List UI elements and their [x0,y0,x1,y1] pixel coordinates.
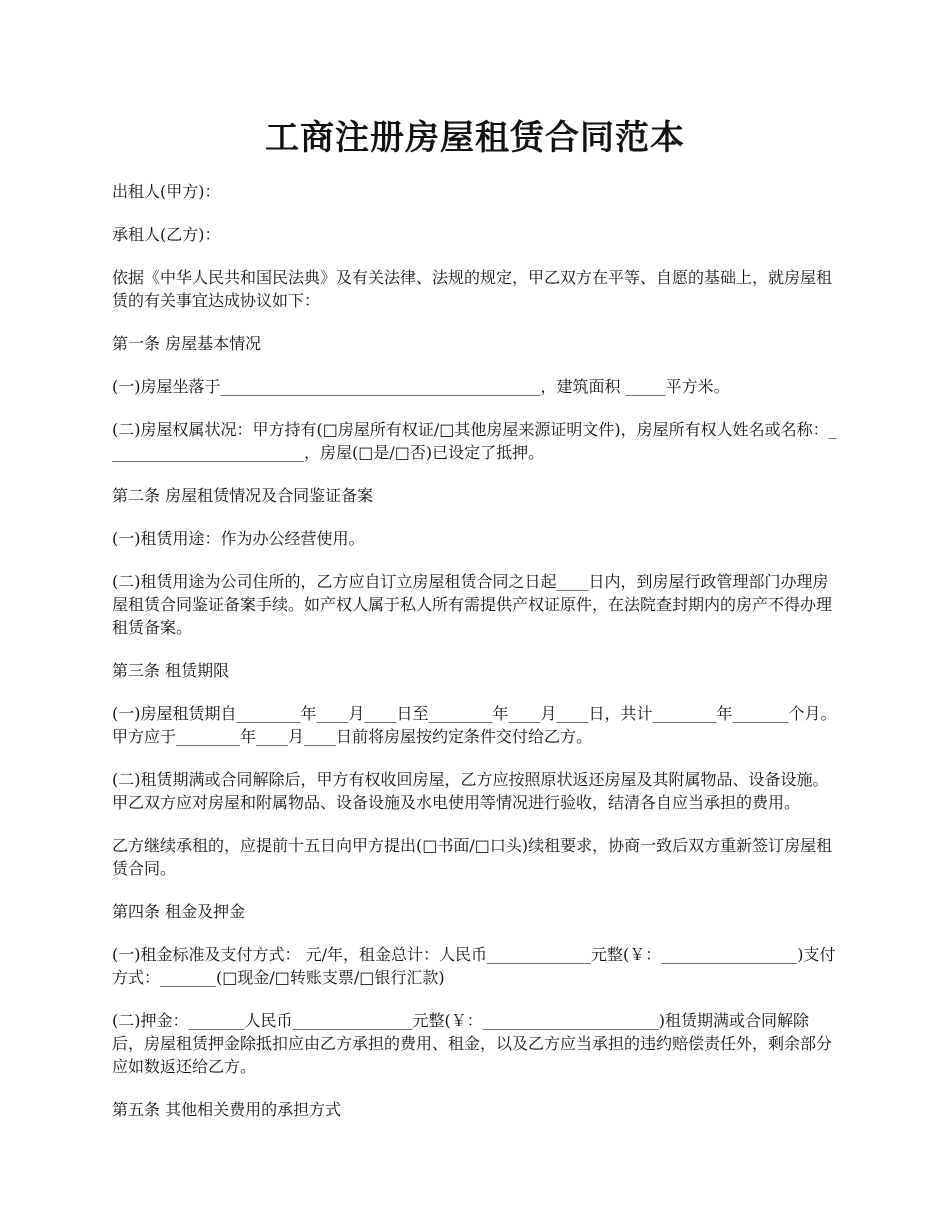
article-1-heading: 第一条 房屋基本情况 [112,334,262,353]
article-3-clause-1: (一)房屋租赁期自________年____月____日至________年____月____日，共计________年_______个月。甲方应于________年____月____日前将房屋按约定条件交付给乙方。 [112,704,837,746]
article-4-clause-1: (一)租金标准及支付方式： 元/年，租金总计：人民币_____________元整(￥：_________________)支付方式：_______(□现金/□转账支票/□银行汇款) [112,945,836,987]
party-a-line: 出租人(甲方)： [112,182,221,201]
document-body [112,180,840,1141]
article-4-clause-2: (二)押金：_______人民币_______________元整(￥：______________________)租赁期满或合同解除后，房屋租赁押金除抵扣应由乙方承担的费用、租金，以及乙方应当承担的违约赔偿责任外，剩余部分应如数返还给乙方。 [112,1011,833,1076]
article-1-clause-2: (二)房屋权属状况：甲方持有(□房屋所有权证/□其他房屋来源证明文件)，房屋所有权人姓名或名称：_________________________，房屋(□是/□否)已设定了抵押。 [112,420,837,462]
article-1-clause-1: (一)房屋坐落于________________________________________，建筑面积 _____平方米。 [112,377,730,396]
article-4-heading: 第四条 租金及押金 [112,902,246,921]
article-3-renewal: 乙方继续承租的，应提前十五日向甲方提出(□书面/□口头)续租要求，协商一致后双方重新签订房屋租赁合同。 [112,836,833,878]
preamble-paragraph: 依据《中华人民共和国民法典》及有关法律、法规的规定，甲乙双方在平等、自愿的基础上，就房屋租赁的有关事宜达成协议如下： [112,268,833,310]
document-title: 工商注册房屋租赁合同范本 [265,118,685,158]
article-2-clause-2: (二)租赁用途为公司住所的，乙方应自订立房屋租赁合同之日起____日内，到房屋行政管理部门办理房屋租赁合同鉴证备案手续。如产权人属于私人所有需提供产权证原件，在法院查封期内的房产不得办理租赁备案。 [112,572,833,637]
party-b-line: 承租人(乙方)： [112,225,221,244]
article-2-clause-1: (一)租赁用途：作为办公经营使用。 [112,529,365,548]
article-2-heading: 第二条 房屋租赁情况及合同鉴证备案 [112,486,374,505]
article-5-heading: 第五条 其他相关费用的承担方式 [112,1100,342,1119]
article-3-clause-2: (二)租赁期满或合同解除后，甲方有权收回房屋，乙方应按照原状返还房屋及其附属物品、设备设施。甲乙双方应对房屋和附属物品、设备设施及水电使用等情况进行验收，结清各自应当承担的费用。 [112,770,829,812]
article-3-heading: 第三条 租赁期限 [112,661,230,680]
